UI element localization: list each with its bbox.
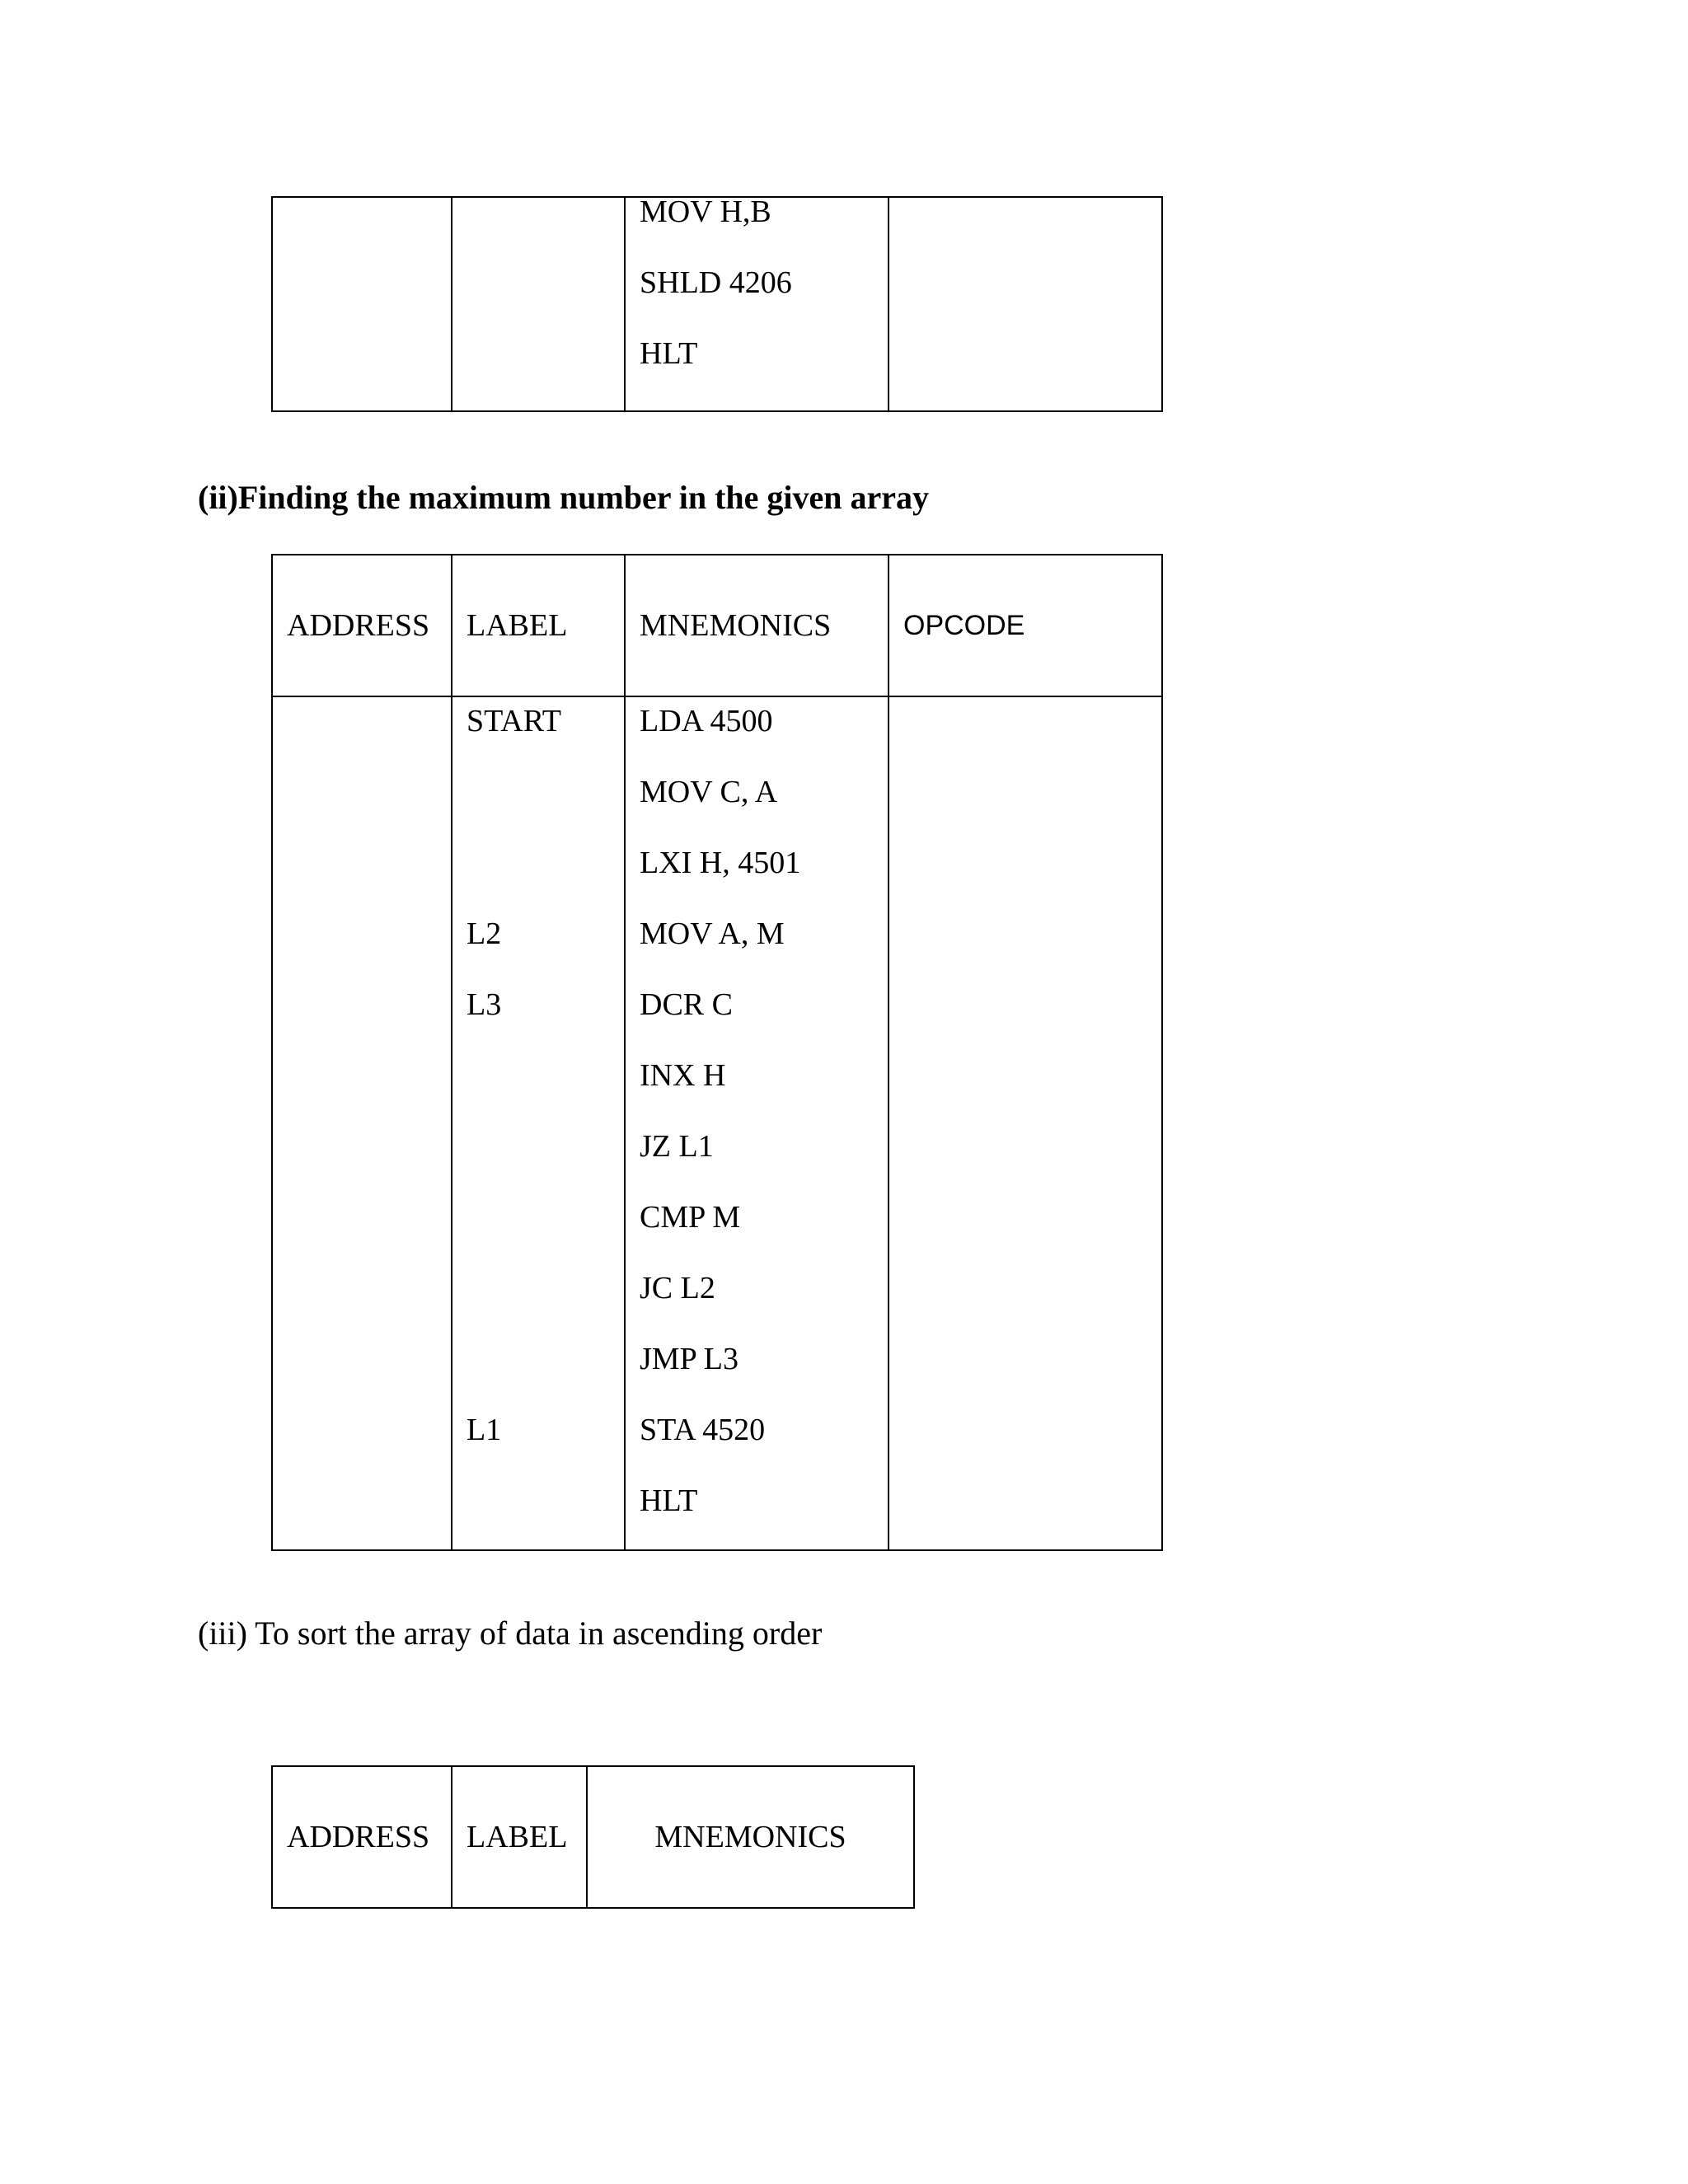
- label-line: [467, 839, 624, 910]
- mnemonic-line: INX H: [640, 1058, 726, 1093]
- sort-table: [271, 1765, 915, 1909]
- mnemonic-line: HLT: [640, 1483, 698, 1518]
- label-line: [467, 1477, 624, 1548]
- table-row: [272, 197, 1162, 411]
- header-opcode: OPCODE: [889, 555, 1162, 696]
- section-heading-max: (ii)Finding the maximum number in the given array: [198, 479, 930, 516]
- mnemonic-line: MOV A, M: [640, 916, 785, 951]
- mnemonic-line: JZ L1: [640, 1129, 714, 1164]
- opcode-cell: [889, 197, 1162, 411]
- mnemonic-line: LXI H, 4501: [640, 846, 801, 880]
- mnemonic-line: STA 4520: [640, 1413, 766, 1447]
- mnemonics-cell: [625, 696, 889, 1550]
- address-cell: [272, 197, 452, 411]
- label-line: [467, 1335, 624, 1406]
- mnemonics-cell: [625, 194, 889, 411]
- label-line: START: [467, 704, 562, 738]
- label-line: [467, 1122, 624, 1193]
- header-label: LABEL: [452, 1766, 587, 1908]
- mnemonic-line: CMP M: [640, 1200, 741, 1235]
- mnemonic-line: MOV C, A: [640, 775, 778, 809]
- mnemonic-line: LDA 4500: [640, 704, 773, 738]
- table-header-row: [272, 1766, 914, 1908]
- mnemonic-line: JC L2: [640, 1271, 715, 1305]
- label-line: L1: [467, 1413, 502, 1447]
- mnemonic-line: JMP L3: [640, 1342, 739, 1376]
- max-number-table: [271, 554, 1163, 1551]
- header-address: ADDRESS: [272, 555, 452, 696]
- header-label: LABEL: [452, 555, 625, 696]
- mnemonic-line: MOV H,B: [640, 194, 771, 229]
- opcode-cell: [889, 696, 1162, 1550]
- label-line: [467, 1193, 624, 1264]
- mnemonic-line: HLT: [640, 336, 698, 371]
- label-cell: [452, 696, 625, 1550]
- label-cell: [452, 197, 625, 411]
- address-cell: [272, 696, 452, 1550]
- mnemonic-line: SHLD 4206: [640, 265, 792, 300]
- continuation-table: [271, 196, 1163, 412]
- header-mnemonics: MNEMONICS: [587, 1766, 914, 1908]
- table-header-row: [272, 555, 1162, 696]
- mnemonic-line: DCR C: [640, 987, 733, 1022]
- label-line: L2: [467, 916, 502, 951]
- header-address: ADDRESS: [272, 1766, 452, 1908]
- label-line: [467, 1264, 624, 1335]
- label-line: [467, 1052, 624, 1122]
- table-row: [272, 696, 1162, 1550]
- header-mnemonics: MNEMONICS: [625, 555, 889, 696]
- label-line: L3: [467, 987, 502, 1022]
- label-line: [467, 768, 624, 839]
- section-heading-sort: (iii) To sort the array of data in ascending order: [198, 1615, 823, 1652]
